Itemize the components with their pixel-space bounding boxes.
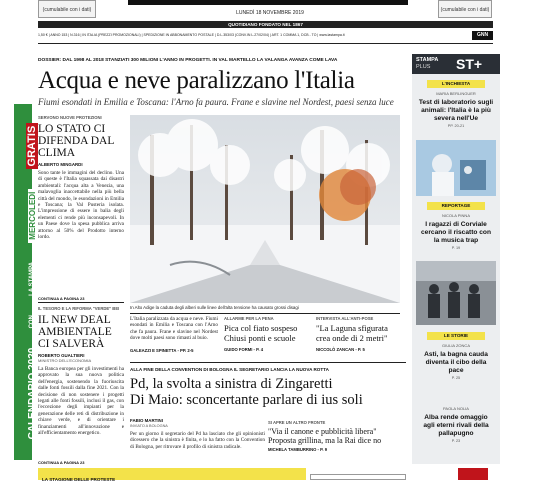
strip-photo-corviale[interactable] — [416, 261, 496, 325]
editorial-kicker: IL TESORO E LA RIFORMA "VERDE" BEI — [38, 306, 120, 311]
bottom-red-block — [458, 468, 488, 480]
strip-pages: P. 23 — [451, 439, 461, 444]
editorial-body: Sono tante le immagini del declino. Una di queste è l'Italia squassata dai disastri ambientali: l'acqua alta a Venezia, una malavoglia inaccettabile nella più bella città del mondo, le esondazioni in Emilia e Toscana; la Val Pusteria isolata. L'impressione di essere in balìa degli elementi ci rende più inconsapevoli. In un Paese dove la spesa pubblica arriva attorno al 50% del Prodotto interno lordo. — [38, 170, 124, 241]
gnn-logo: GNN — [472, 31, 493, 40]
lead-brief-author: GALEAZZI E SPINETTA — [130, 348, 177, 353]
strip-pages: P. 19 — [451, 246, 461, 251]
strip-author: MARIA BERLINGUER — [436, 91, 476, 96]
editorial-cont[interactable]: CONTINUA A PAGINA 23 — [38, 296, 85, 301]
editorial-role: MINISTRO DELL'ECONOMIA — [38, 358, 92, 363]
editorial-title: LO STATO CI DIFENDA DAL CLIMA — [38, 123, 114, 159]
strip-author: GIULIA ZONCA — [441, 343, 470, 348]
strip-photo-lab[interactable] — [416, 140, 496, 196]
calendar-promo-banner[interactable] — [14, 104, 38, 460]
right-ear-ad — [438, 0, 492, 18]
politics-body: Per un giorno il segretario del Pd ha lasciato che gli opinionisti dicessero che la sinistra è finita, e lo ha fatto con la Convention di Bologna, per ritrovare il profilo di sinistra radicale. — [130, 431, 265, 450]
lead-kicker: DOSSIER: DAL 1998 AL 2018 STANZIATI 300 MILIONI L'ANNO IN PROGETTI. IN VAL MARTELLO LA VALANGA AVANZA COME LAVA — [38, 58, 338, 63]
strip-title: I ragazzi di Corviale cercano il riscatto con la musica trap — [421, 221, 491, 244]
strip-pages: P. 25 — [451, 376, 461, 381]
strip-item-storie[interactable] — [412, 332, 500, 380]
bottom-feature-bar[interactable] — [38, 468, 306, 480]
brief-pages: P. 4 — [256, 347, 264, 352]
lab-scene-illustration — [416, 140, 496, 196]
editorial-cont[interactable]: CONTINUA A PAGINA 23 — [38, 460, 85, 465]
editorial-author: ALBERTO MINGARDI — [38, 162, 83, 167]
editorial-body: La Banca europea per gli investimenti ha approvato la sua nuova politica dell'energia, sostenendo la fuoriuscita dalle fonti fossili dalla fine 2021. Con la decisione di non sostenere i progetti legati alle fonti fossili, inclusi il gas, con l'eccezione degli impianti per la generazione delle reti di distribuzione in chiave verde, e di orientare i finanziamenti all'innovazione e all'efficientamento energetico. — [38, 366, 124, 437]
strip-item-reportage[interactable] — [412, 202, 500, 250]
brief-byline: NICCOLÒ ZANCAN - P. 5 — [316, 347, 365, 352]
strip-author: NICOLA PINNA — [441, 213, 470, 218]
strip-section-label: REPORTAGE — [427, 202, 485, 210]
stplus-header[interactable] — [412, 54, 500, 74]
strip-pages: PP. 20-21 — [447, 124, 465, 129]
bottom-feature-label: LA STAGIONE DELLE PROTESTE — [42, 477, 116, 482]
left-ear-ad — [38, 0, 96, 18]
bottom-box — [310, 474, 406, 480]
editorial-title: IL NEW DEAL AMBIENTALE CI SALVERÀ — [38, 314, 112, 350]
politics-author: FABIO MARTINI — [130, 418, 163, 423]
brief-byline: GUIDO FORMI - P. 4 — [224, 347, 264, 352]
strip-title: Asti, la bagna cauda diventa il cibo della pace — [424, 351, 488, 374]
promo-mercoledi: MERCOLEDÌ — [28, 189, 37, 243]
brief-title: "La Laguna sfigurata crea onde di 2 metri" — [316, 323, 388, 343]
brief-pages: P. 5 — [357, 347, 365, 352]
politics-box-author: MICHELA TAMBURRINO — [268, 447, 317, 452]
snow-scene-illustration — [130, 115, 400, 303]
brief-pisa[interactable] — [224, 316, 309, 352]
lead-photo[interactable] — [130, 115, 400, 303]
promo-gratis: GRATIS — [26, 123, 38, 170]
strip-title: Alba rende omaggio agli eterni rivali della pallapugno — [423, 414, 489, 437]
masthead-logo-fragment — [128, 0, 408, 5]
editorial-kicker: SERVONO NUOVE PROTEZIONI — [38, 115, 102, 120]
politics-box-kicker: SI APRE UN ALTRO FRONTE — [268, 420, 326, 425]
founded-bar: QUOTIDIANO FONDATO NEL 1867 — [38, 21, 493, 28]
right-ear-text: (cumulabile con i dati) — [440, 7, 490, 13]
issue-date: LUNEDÌ 18 NOVEMBRE 2019 — [236, 10, 304, 16]
strip-author: PAOLA NOLIA — [443, 406, 469, 411]
editorial-climate[interactable] — [38, 115, 124, 295]
lead-headline[interactable]: Acqua e neve paralizzano l'Italia — [38, 67, 355, 94]
stplus-logo: ST+ — [456, 56, 483, 72]
stplus-stampa: STAMPA — [416, 57, 439, 63]
politics-side-box[interactable] — [268, 420, 406, 452]
price-line: 1,50 € | ANNO 153 | N.316 | IN ITALIA (PREZZI PROMOZIONALI) | SPEDIZIONE IN ABBONAMENTO POSTALE | D.L.353/03 (CONV.IN L.27/02/04) | ART. 1 COMMA 1, DCB - TO | www.lastampa.it — [38, 33, 345, 37]
lead-subhead: Fiumi esondati in Emilia e Toscana: l'Arno fa paura. Frane e slavine nel Nordest, paesi senza luce — [38, 97, 394, 107]
left-ear-text: (cumulabile con i dati) — [42, 7, 92, 13]
left-col-divider — [38, 302, 124, 303]
lead-photo-caption: In Alto Adige la caduta degli alberi sulle linee dell'alta tensione ha causato grossi disagi — [130, 305, 299, 310]
politics-box-pages: P. 9 — [320, 447, 328, 452]
politics-headline[interactable]: Pd, la svolta a sinistra di Zingaretti Di Maio: sconcertante parlare di ius soli — [130, 376, 363, 408]
strip-section-label: LE STORIE — [427, 332, 485, 340]
brief-laguna[interactable] — [316, 316, 401, 352]
lead-brief-text: L'Italia paralizzata da acqua e neve. Fiumi esondati in Emilia e Toscana con l'Arno che fa paura. Frane e slavine nel Nordest dove molti paesi sono rimasti al buio. — [130, 316, 218, 342]
stplus-plus: PLUS — [416, 64, 431, 70]
lead-caption-rule — [130, 313, 400, 314]
strip-item-inchiesta[interactable] — [412, 80, 500, 128]
politics-rule — [130, 362, 406, 363]
masthead-divider — [38, 43, 493, 44]
strip-section-label: L'INCHIESTA — [427, 80, 485, 88]
lead-brief-byline: GALEAZZI E SPINETTA - PP. 2-5 — [130, 348, 194, 353]
strip-item-alba[interactable] — [412, 406, 500, 443]
editorial-author: ROBERTO GUALTIERI — [38, 353, 85, 358]
politics-author-place: INVIATO A BOLOGNA — [130, 424, 168, 428]
politics-box-byline: MICHELA TAMBURRINO - P. 9 — [268, 447, 328, 452]
promo-con: CON — [29, 315, 35, 329]
brief-title: Pica col fiato sospeso Chiusi ponti e scuole — [224, 323, 298, 343]
promo-lastampa: LA STAMPA — [29, 261, 35, 296]
editorial-new-deal[interactable] — [38, 306, 124, 458]
brief-kicker: INTERVISTA ALL'ANTI-POSE — [316, 316, 374, 321]
right-strip — [412, 54, 500, 464]
group-photo-illustration — [416, 261, 496, 325]
lead-brief-pages: PP. 2-5 — [180, 348, 194, 353]
brief-kicker: ALLARME PER LA PENA — [224, 316, 274, 321]
brief-author: NICCOLÒ ZANCAN — [316, 347, 355, 352]
promo-calendario: CALENDARIO 2020 — [26, 347, 38, 440]
brief-author: GUIDO FORMI — [224, 347, 253, 352]
politics-kicker: ALLA FINE DELLA CONVENTION DI BOLOGNA IL SEGRETARIO LANCIA LA NUOVA ROTTA — [130, 367, 329, 372]
strip-title: Test di laboratorio sugli animali: l'Italia è la più severa nell'Ue — [418, 99, 494, 122]
politics-box-title: "Via il canone e pubblicità libera" Proposta grillina, ma la Rai dice no — [268, 427, 382, 445]
